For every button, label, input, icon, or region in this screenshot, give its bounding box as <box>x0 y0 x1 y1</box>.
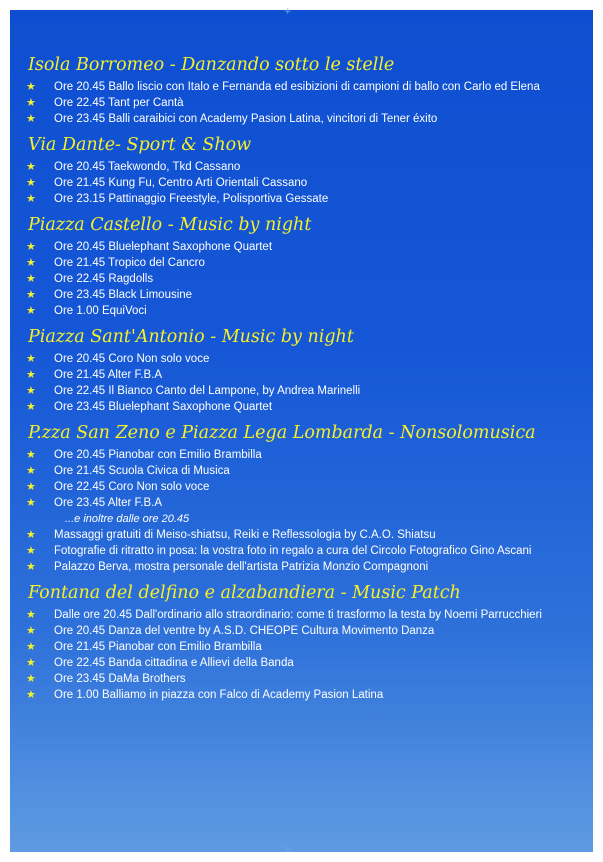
star-icon: ★ <box>26 273 36 285</box>
star-icon: ★ <box>26 305 36 317</box>
item-text: Ore 20.45 Taekwondo, Tkd Cassano <box>54 161 241 173</box>
list-item <box>10 655 593 671</box>
event-list <box>10 79 593 127</box>
section-title: P.zza San Zeno e Piazza Lega Lombarda - Nonsolomusica <box>28 423 536 443</box>
item-text: Ore 1.00 EquiVoci <box>54 305 147 317</box>
item-text: Ore 22.45 Il Bianco Canto del Lampone, by Andrea Marinelli <box>54 385 361 397</box>
star-icon: ★ <box>26 289 36 301</box>
section-title: Isola Borromeo - Danzando sotto le stelle <box>28 55 395 75</box>
star-icon: ★ <box>26 449 36 461</box>
star-icon: ★ <box>26 241 36 253</box>
star-icon: ★ <box>26 161 36 173</box>
star-icon: ★ <box>26 673 36 685</box>
program-content <box>10 53 593 709</box>
star-icon: ★ <box>26 625 36 637</box>
list-item <box>10 79 593 95</box>
star-icon: ★ <box>26 657 36 669</box>
event-list <box>10 351 593 415</box>
list-item <box>10 479 593 495</box>
item-text: Dalle ore 20.45 Dall'ordinario allo straordinario: come ti trasformo la testa by Noemi Parrucchieri <box>54 609 542 621</box>
item-text: Ore 20.45 Bluelephant Saxophone Quartet <box>54 241 273 253</box>
star-icon: ★ <box>26 385 36 397</box>
list-item <box>10 671 593 687</box>
event-list <box>10 607 593 703</box>
item-text: Ore 20.45 Danza del ventre by A.S.D. CHEOPE Cultura Movimento Danza <box>54 625 435 637</box>
star-icon: ★ <box>26 689 36 701</box>
event-list <box>10 159 593 207</box>
item-text: Massaggi gratuiti di Meiso-shiatsu, Reiki e Reflessologia by C.A.O. Shiatsu <box>54 529 436 541</box>
crop-mark-top: + <box>284 7 292 17</box>
star-icon: ★ <box>26 561 36 573</box>
item-text: Ore 22.45 Ragdolls <box>54 273 154 285</box>
star-icon: ★ <box>26 545 36 557</box>
list-item <box>10 191 593 207</box>
list-item <box>10 287 593 303</box>
item-text: Palazzo Berva, mostra personale dell'artista Patrizia Monzio Compagnoni <box>54 561 429 573</box>
list-item <box>10 543 593 559</box>
star-icon: ★ <box>26 177 36 189</box>
note-text: ...e inoltre dalle ore 20.45 <box>65 513 190 525</box>
list-item <box>10 255 593 271</box>
item-text: Ore 21.45 Tropico del Cancro <box>54 257 205 269</box>
star-icon: ★ <box>26 257 36 269</box>
item-text: Ore 22.45 Banda cittadina e Allievi della Banda <box>54 657 294 669</box>
list-item <box>10 159 593 175</box>
list-item <box>10 351 593 367</box>
item-text: Ore 20.45 Coro Non solo voce <box>54 353 210 365</box>
item-text: Ore 23.15 Pattinaggio Freestyle, Polisportiva Gessate <box>54 193 329 205</box>
section-fontana-delfino <box>10 581 593 703</box>
section-isola-borromeo <box>10 53 593 127</box>
section-title: Fontana del delfino e alzabandiera - Music Patch <box>28 583 461 603</box>
list-item <box>10 175 593 191</box>
list-item <box>10 95 593 111</box>
section-piazza-sant-antonio <box>10 325 593 415</box>
item-text: Ore 23.45 Black Limousine <box>54 289 193 301</box>
flyer-panel <box>10 7 593 855</box>
list-item <box>10 639 593 655</box>
star-icon: ★ <box>26 641 36 653</box>
item-text: Ore 21.45 Alter F.B.A <box>54 369 163 381</box>
list-item <box>10 623 593 639</box>
list-item <box>10 463 593 479</box>
item-text: Ore 22.45 Tant per Cantà <box>54 97 184 109</box>
item-text: Ore 22.45 Coro Non solo voce <box>54 481 210 493</box>
item-text: Ore 21.45 Kung Fu, Centro Arti Orientali Cassano <box>54 177 308 189</box>
item-text: Ore 1.00 Balliamo in piazza con Falco di Academy Pasion Latina <box>54 689 384 701</box>
event-list <box>10 447 593 575</box>
star-icon: ★ <box>26 353 36 365</box>
item-text: Ore 20.45 Ballo liscio con Italo e Fernanda ed esibizioni di campioni di ballo con Carlo ed Elena <box>54 81 540 93</box>
section-title: Piazza Castello - Music by night <box>28 215 312 235</box>
list-item <box>10 527 593 543</box>
item-text: Fotografie di ritratto in posa: la vostra foto in regalo a cura del Circolo Fotografico Gino Ascani <box>54 545 532 557</box>
star-icon: ★ <box>26 465 36 477</box>
list-item <box>10 687 593 703</box>
item-text: Ore 23.45 DaMa Brothers <box>54 673 186 685</box>
star-icon: ★ <box>26 369 36 381</box>
list-item <box>10 239 593 255</box>
section-title: Via Dante- Sport & Show <box>28 135 252 155</box>
star-icon: ★ <box>26 529 36 541</box>
star-icon: ★ <box>26 609 36 621</box>
section-title: Piazza Sant'Antonio - Music by night <box>28 327 354 347</box>
list-item <box>10 559 593 575</box>
item-text: Ore 20.45 Pianobar con Emilio Brambilla <box>54 449 262 461</box>
list-item <box>10 367 593 383</box>
list-item <box>10 447 593 463</box>
list-item <box>10 303 593 319</box>
item-text: Ore 23.45 Alter F.B.A <box>54 497 163 509</box>
section-piazza-castello <box>10 213 593 319</box>
event-list <box>10 239 593 319</box>
star-icon: ★ <box>26 81 36 93</box>
item-text: Ore 21.45 Scuola Civica di Musica <box>54 465 230 477</box>
list-item <box>10 495 593 511</box>
star-icon: ★ <box>26 481 36 493</box>
list-item <box>10 383 593 399</box>
list-item <box>10 399 593 415</box>
star-icon: ★ <box>26 401 36 413</box>
list-item <box>10 607 593 623</box>
section-via-dante <box>10 133 593 207</box>
star-icon: ★ <box>26 497 36 509</box>
list-item <box>10 111 593 127</box>
section-san-zeno <box>10 421 593 575</box>
list-item <box>10 271 593 287</box>
star-icon: ★ <box>26 113 36 125</box>
star-icon: ★ <box>26 97 36 109</box>
item-text: Ore 23.45 Bluelephant Saxophone Quartet <box>54 401 273 413</box>
crop-mark-bottom: + <box>284 845 292 855</box>
item-text: Ore 21.45 Pianobar con Emilio Brambilla <box>54 641 262 653</box>
star-icon: ★ <box>26 193 36 205</box>
item-text: Ore 23.45 Balli caraibici con Academy Pasion Latina, vincitori di Tener éxito <box>54 113 438 125</box>
